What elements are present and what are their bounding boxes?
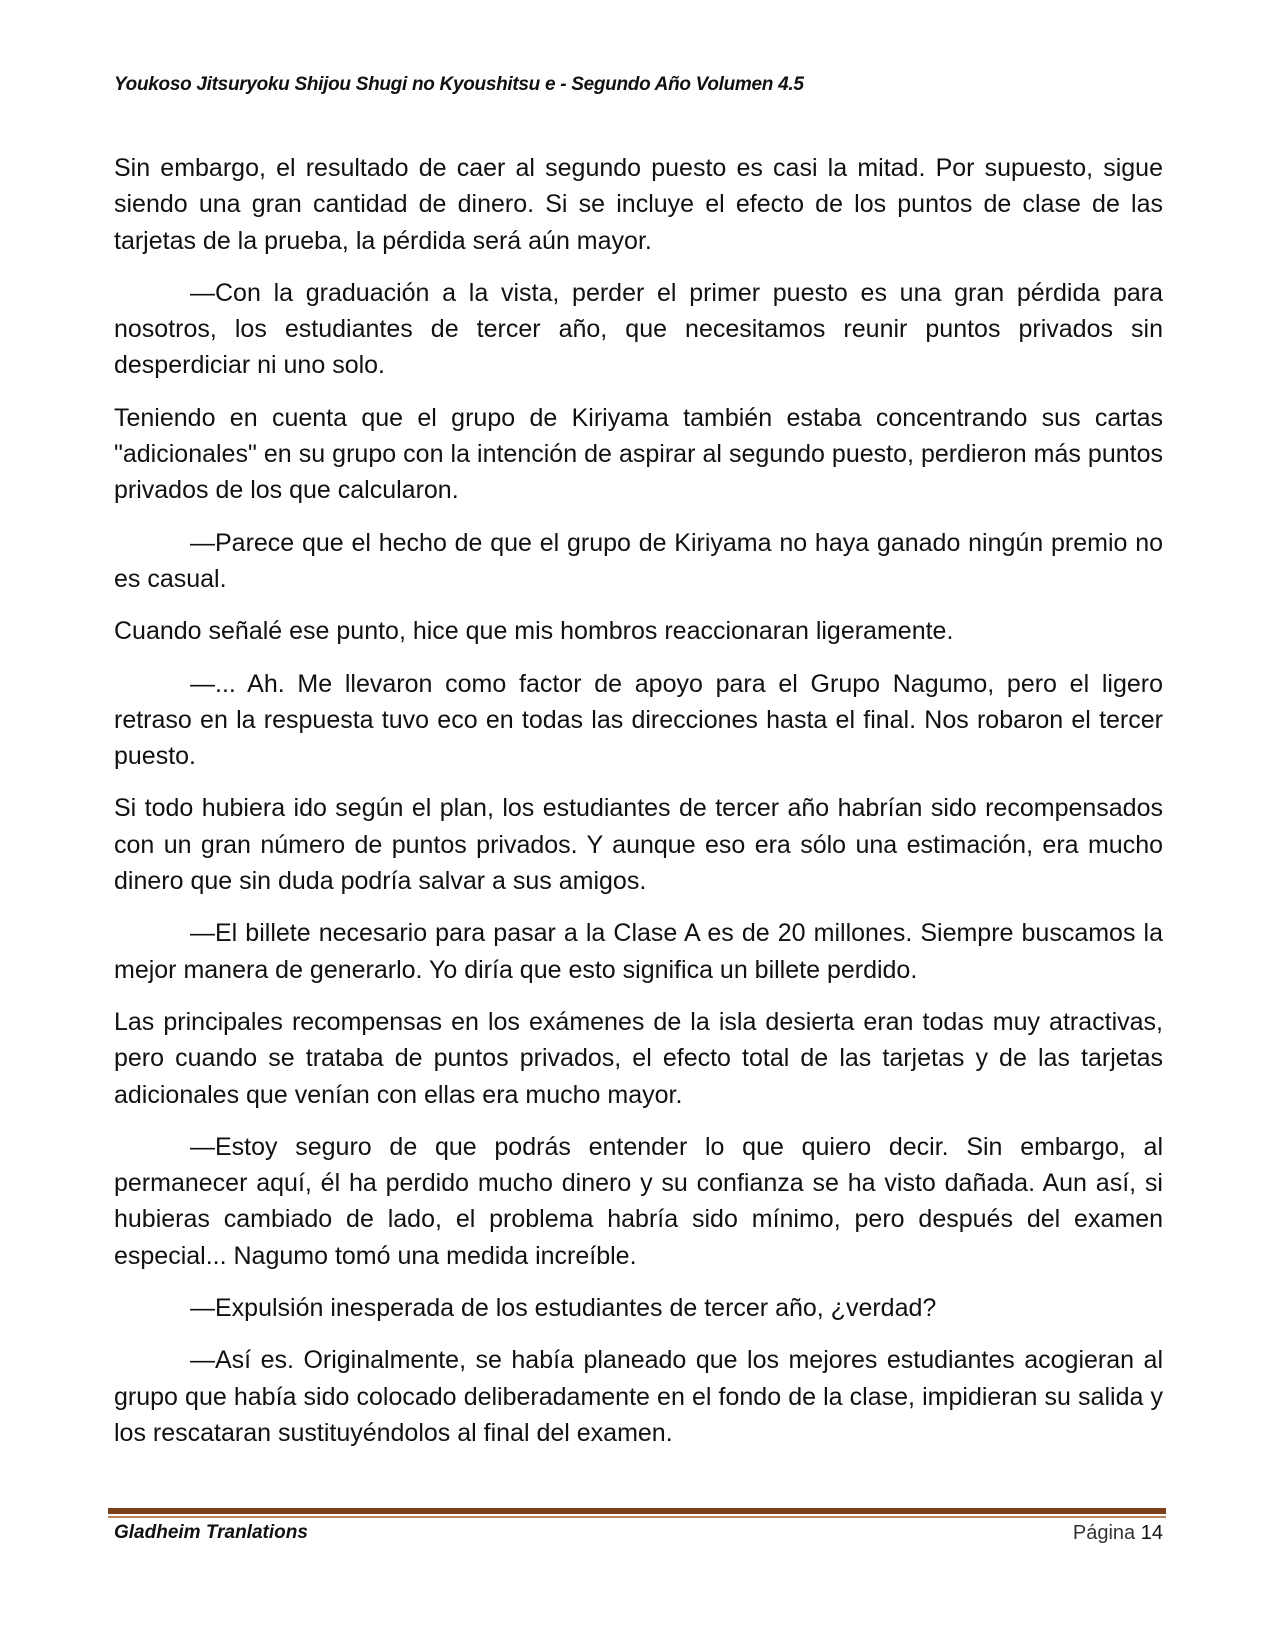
dialogue-paragraph: —Así es. Originalmente, se había planeado que los mejores estudiantes acogieran al grupo que había sido colocado deliberadamente en el fondo de la clase, impidieran su salida y los rescataran sustituyéndolos al final del examen. [114,1346,1163,1447]
dialogue-paragraph: —El billete necesario para pasar a la Clase A es de 20 millones. Siempre buscamos la mejor manera de generarlo. Yo diría que esto significa un billete perdido. [114,919,1163,984]
paragraph: Teniendo en cuenta que el grupo de Kiriyama también estaba concentrando sus cartas "adicionales" en su grupo con la intención de aspirar al segundo puesto, perdieron más puntos privados de los que calcularon. [114,403,1163,505]
dialogue-paragraph: —Estoy seguro de que podrás entender lo que quiero decir. Sin embargo, al permanecer aquí, él ha perdido mucho dinero y su confianza se ha visto dañada. Aun así, si hubieras cambiado de lado, el problema habría sido mínimo, pero después del examen especial... Nagumo tomó una medida increíble. [114,1132,1163,1270]
page-header: Youkoso Jitsuryoku Shijou Shugi no Kyoushitsu e - Segundo Año Volumen 4.5 [114,74,804,95]
dialogue-paragraph: —Con la graduación a la vista, perder el primer puesto es una gran pérdida para nosotros, los estudiantes de tercer año, que necesitamos reunir puntos privados sin desperdiciar ni uno solo. [114,278,1163,380]
paragraph: Si todo hubiera ido según el plan, los estudiantes de tercer año habrían sido recompensados con un gran número de puntos privados. Y aunque eso era sólo una estimación, era mucho dinero que sin duda podría salvar a sus amigos. [114,794,1163,896]
footer-credit: Gladheim Tranlations [114,1522,308,1543]
page-number-value: 14 [1140,1522,1163,1544]
dialogue-paragraph: —... Ah. Me llevaron como factor de apoyo para el Grupo Nagumo, pero el ligero retraso en la respuesta tuvo eco en todas las direcciones hasta el final. Nos robaron el tercer puesto. [114,669,1163,771]
paragraph: Sin embargo, el resultado de caer al segundo puesto es casi la mitad. Por supuesto, sigue siendo una gran cantidad de dinero. Si se incluye el efecto de los puntos de clase de las tarjetas de la prueba, la pérdida será aún mayor. [114,154,1163,255]
footer-rule-thin [108,1516,1166,1518]
footer-rule-thick [108,1508,1166,1514]
document-body [114,150,1163,1467]
dialogue-paragraph: —Parece que el hecho de que el grupo de Kiriyama no haya ganado ningún premio no es casual. [114,528,1163,593]
paragraph: Cuando señalé ese punto, hice que mis hombros reaccionaran ligeramente. [114,617,954,646]
page-label: Página [1072,1522,1136,1544]
dialogue-paragraph: —Expulsión inesperada de los estudiantes de tercer año, ¿verdad? [190,1294,937,1323]
paragraph: Las principales recompensas en los exámenes de la isla desierta eran todas muy atractivas, pero cuando se trataba de puntos privados, el efecto total de las tarjetas y de las tarjetas adicionales que venían con ellas era mucho mayor. [114,1007,1163,1109]
page-number [1073,1522,1163,1545]
